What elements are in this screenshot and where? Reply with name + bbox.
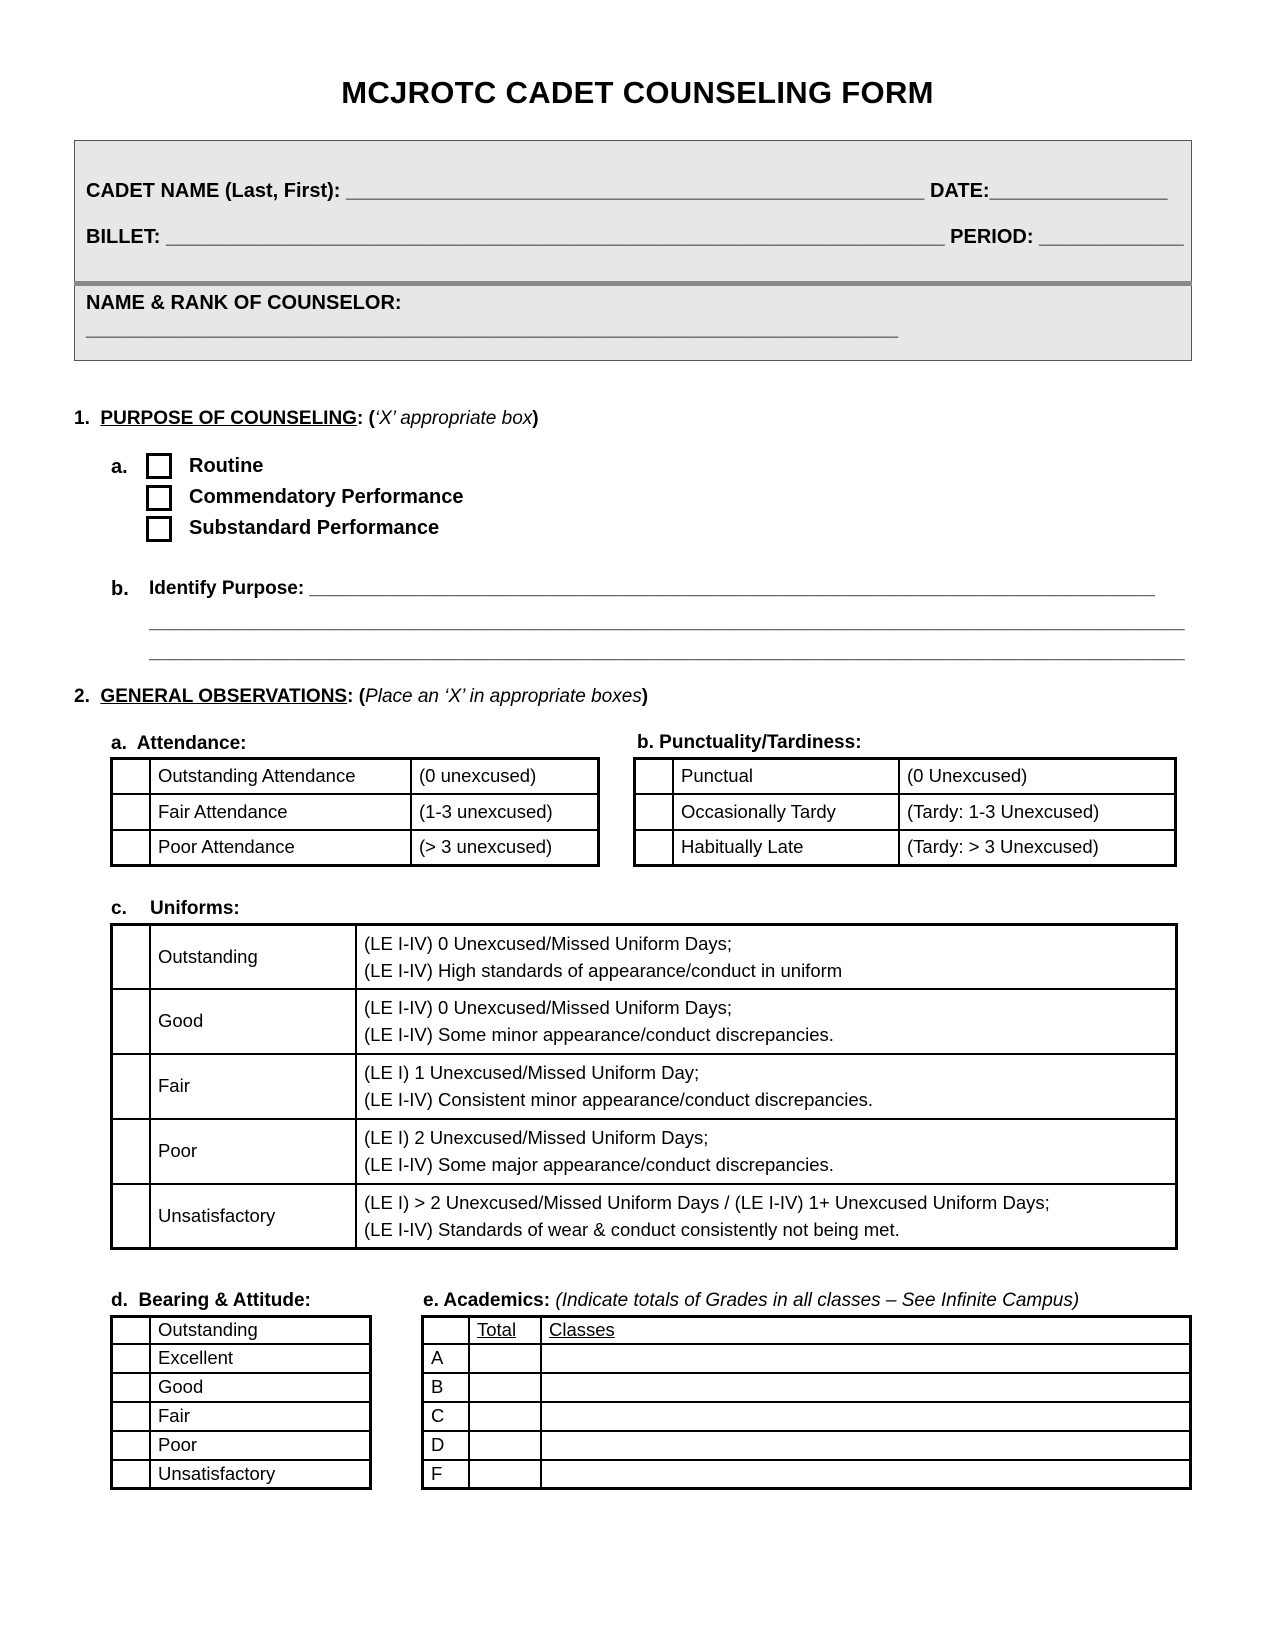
uniform-detail-line: (LE I-IV) 0 Unexcused/Missed Uniform Days; — [364, 997, 733, 1018]
table-cell — [423, 1317, 470, 1344]
table-row — [423, 1373, 1191, 1402]
table-row — [423, 1317, 1191, 1344]
table-cell — [356, 1054, 1177, 1119]
table-cell: (Tardy: > 3 Unexcused) — [899, 830, 1176, 866]
table-row — [112, 1460, 371, 1489]
table-row — [423, 1402, 1191, 1431]
table-row — [112, 1373, 371, 1402]
academics-title: e. Academics: — [423, 1290, 556, 1311]
table-cell: Unsatisfactory — [150, 1184, 356, 1249]
uniform-checkbox-cell[interactable] — [112, 989, 151, 1054]
table-row — [112, 925, 1177, 989]
table-cell: Good — [150, 1373, 371, 1402]
grade-label: A — [423, 1344, 470, 1373]
commendatory-checkbox[interactable] — [146, 485, 172, 511]
table-cell: Outstanding — [150, 925, 356, 989]
commendatory-label: Commendatory Performance — [189, 486, 464, 508]
table-row — [112, 1317, 371, 1344]
section-2-heading — [74, 686, 648, 708]
table-row — [423, 1431, 1191, 1460]
punctuality-checkbox-cell[interactable] — [635, 794, 674, 830]
table-row — [112, 759, 599, 794]
punct: : ( — [347, 686, 366, 707]
table-cell: Occasionally Tardy — [673, 794, 899, 830]
table-cell — [469, 1317, 541, 1344]
grade-total-cell[interactable] — [469, 1431, 541, 1460]
table-cell: (> 3 unexcused) — [411, 830, 599, 866]
attendance-checkbox-cell[interactable] — [112, 830, 151, 866]
purpose-line-2[interactable]: __________________________________________________________________________________________________ — [149, 612, 1185, 633]
uniform-detail-line: (LE I-IV) Standards of wear & conduct consistently not being met. — [364, 1218, 900, 1240]
table-cell: (0 Unexcused) — [899, 759, 1176, 794]
table-row — [112, 1431, 371, 1460]
uniform-detail-line: (LE I-IV) Consistent minor appearance/conduct discrepancies. — [364, 1089, 874, 1110]
grade-label: C — [423, 1402, 470, 1431]
section-number: 2. — [74, 686, 90, 707]
punctuality-table — [633, 757, 1177, 867]
uniform-detail-line: (LE I-IV) Some minor appearance/conduct discrepancies. — [364, 1024, 834, 1045]
grade-total-cell[interactable] — [469, 1460, 541, 1489]
table-cell: Outstanding Attendance — [150, 759, 411, 794]
table-cell: Fair — [150, 1402, 371, 1431]
table-cell: Outstanding — [150, 1317, 371, 1344]
grade-classes-cell[interactable] — [541, 1373, 1191, 1402]
uniform-checkbox-cell[interactable] — [112, 925, 151, 989]
table-cell: Fair Attendance — [150, 794, 411, 830]
table-cell: Punctual — [673, 759, 899, 794]
table-row — [112, 1344, 371, 1373]
table-cell: Habitually Late — [673, 830, 899, 866]
attendance-table — [110, 757, 600, 867]
section-title: GENERAL OBSERVATIONS — [100, 686, 348, 707]
section-note: ‘X’ appropriate box — [374, 408, 533, 429]
uniform-detail-line: (LE I) > 2 Unexcused/Missed Uniform Days / (LE I-IV) 1+ Unexcused Uniform Days; — [364, 1191, 1050, 1213]
uniform-checkbox-cell[interactable] — [112, 1184, 151, 1249]
table-cell: (Tardy: 1-3 Unexcused) — [899, 794, 1176, 830]
section-note: Place an ‘X’ in appropriate boxes — [365, 686, 642, 707]
attendance-label: a. Attendance: — [111, 733, 247, 754]
section-number: 1. — [74, 408, 90, 429]
punct: ) — [641, 686, 649, 707]
uniform-checkbox-cell[interactable] — [112, 1054, 151, 1119]
table-row — [112, 1054, 1177, 1119]
table-row — [423, 1460, 1191, 1489]
table-cell: Poor — [150, 1431, 371, 1460]
bearing-checkbox-cell[interactable] — [112, 1373, 151, 1402]
bearing-label: d. Bearing & Attitude: — [111, 1290, 311, 1311]
grade-label: D — [423, 1431, 470, 1460]
table-row — [635, 794, 1176, 830]
table-cell — [541, 1317, 1191, 1344]
substandard-checkbox[interactable] — [146, 516, 172, 542]
table-cell: (0 unexcused) — [411, 759, 599, 794]
table-row — [112, 794, 599, 830]
table-row — [112, 1184, 1177, 1249]
table-row — [112, 830, 599, 866]
table-cell: (1-3 unexcused) — [411, 794, 599, 830]
table-cell: Unsatisfactory — [150, 1460, 371, 1489]
table-row — [112, 1402, 371, 1431]
table-cell — [356, 925, 1177, 989]
bearing-checkbox-cell[interactable] — [112, 1460, 151, 1489]
table-cell: Excellent — [150, 1344, 371, 1373]
grade-total-cell[interactable] — [469, 1402, 541, 1431]
table-row — [423, 1344, 1191, 1373]
table-row — [635, 830, 1176, 866]
cadet-name-date-field[interactable]: CADET NAME (Last, First): ____________________________________________________ DATE:________________ — [86, 180, 1168, 202]
grade-total-cell[interactable] — [469, 1373, 541, 1402]
total-header: Total — [477, 1319, 517, 1341]
classes-header: Classes — [549, 1319, 615, 1341]
table-cell — [356, 1119, 1177, 1184]
table-cell — [356, 1184, 1177, 1249]
table-row — [112, 989, 1177, 1054]
table-row — [635, 759, 1176, 794]
attendance-checkbox-cell[interactable] — [112, 794, 151, 830]
purpose-line-3[interactable]: __________________________________________________________________________________________________ — [149, 642, 1185, 663]
bearing-checkbox-cell[interactable] — [112, 1431, 151, 1460]
uniform-detail-line: (LE I-IV) 0 Unexcused/Missed Uniform Days; — [364, 932, 733, 954]
section-1-heading — [74, 408, 539, 430]
bearing-table — [110, 1315, 372, 1490]
uniforms-letter: c. — [111, 898, 127, 919]
table-cell: Poor — [150, 1119, 356, 1184]
table-cell: Fair — [150, 1054, 356, 1119]
routine-label: Routine — [189, 455, 264, 477]
academics-note: (Indicate totals of Grades in all classes – See Infinite Campus) — [555, 1290, 1080, 1311]
grade-label: B — [423, 1373, 470, 1402]
routine-checkbox[interactable] — [146, 453, 172, 479]
academics-table — [421, 1315, 1192, 1490]
billet-period-field[interactable]: BILLET: ______________________________________________________________________ PERIOD: _____________ — [86, 226, 1184, 248]
page-title: MCJROTC CADET COUNSELING FORM — [341, 75, 934, 110]
uniform-detail-line: (LE I) 2 Unexcused/Missed Uniform Days; — [364, 1127, 709, 1148]
grade-classes-cell[interactable] — [541, 1344, 1191, 1373]
grade-classes-cell[interactable] — [541, 1460, 1191, 1489]
uniforms-label: Uniforms: — [150, 898, 240, 919]
counselor-field[interactable]: _________________________________________________________________________ — [86, 318, 898, 340]
bearing-checkbox-cell[interactable] — [112, 1344, 151, 1373]
uniform-checkbox-cell[interactable] — [112, 1119, 151, 1184]
cadet-info-box — [74, 140, 1192, 282]
bearing-checkbox-cell[interactable] — [112, 1402, 151, 1431]
item-a-label: a. — [111, 456, 128, 478]
grade-total-cell[interactable] — [469, 1344, 541, 1373]
table-row — [112, 1119, 1177, 1184]
uniform-detail-line: (LE I-IV) High standards of appearance/conduct in uniform — [364, 959, 843, 981]
grade-classes-cell[interactable] — [541, 1402, 1191, 1431]
item-b-label: b. — [111, 578, 129, 600]
table-cell: Poor Attendance — [150, 830, 411, 866]
uniform-detail-line: (LE I-IV) Some major appearance/conduct discrepancies. — [364, 1154, 834, 1175]
uniforms-table — [110, 923, 1178, 1250]
punct: ) — [532, 408, 539, 429]
table-cell: Good — [150, 989, 356, 1054]
substandard-label: Substandard Performance — [189, 517, 440, 539]
punct: : ( — [356, 408, 375, 429]
uniform-detail-line: (LE I) 1 Unexcused/Missed Uniform Day; — [364, 1062, 700, 1083]
identify-purpose-field[interactable]: Identify Purpose: ________________________________________________________________________________ — [149, 578, 1155, 599]
section-title: PURPOSE OF COUNSELING — [100, 408, 357, 429]
bearing-checkbox-cell[interactable] — [112, 1317, 151, 1344]
grade-label: F — [423, 1460, 470, 1489]
attendance-checkbox-cell[interactable] — [112, 759, 151, 794]
grade-classes-cell[interactable] — [541, 1431, 1191, 1460]
punctuality-checkbox-cell[interactable] — [635, 759, 674, 794]
punctuality-checkbox-cell[interactable] — [635, 830, 674, 866]
counselor-label: NAME & RANK OF COUNSELOR: — [86, 292, 402, 314]
table-cell — [356, 989, 1177, 1054]
punctuality-label: b. Punctuality/Tardiness: — [637, 732, 862, 753]
academics-label — [423, 1290, 1079, 1312]
